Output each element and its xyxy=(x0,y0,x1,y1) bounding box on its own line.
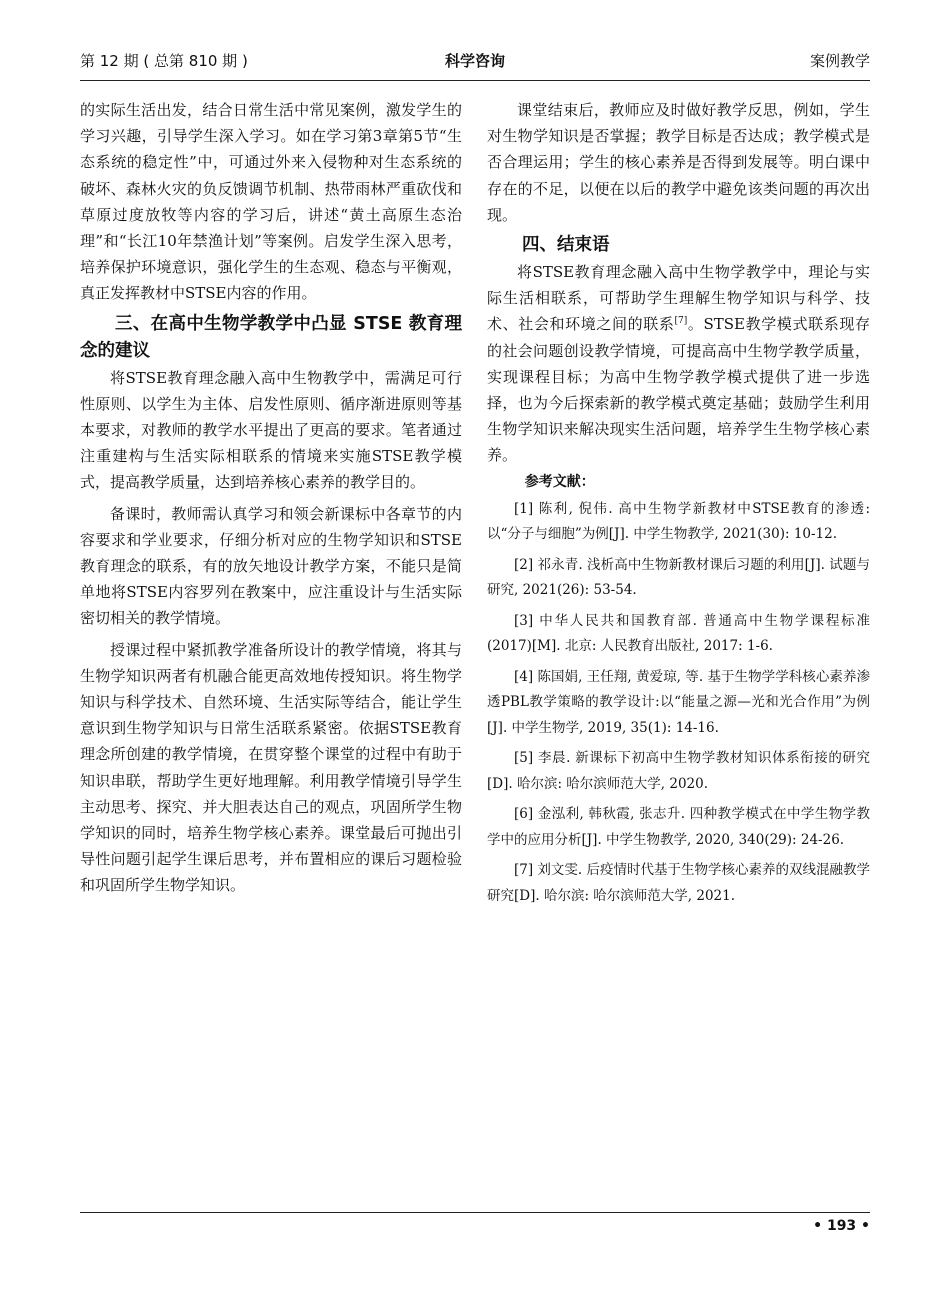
right-column xyxy=(487,97,870,914)
paragraph-text: 。STSE教学模式联系现存的社会问题创设教学情境，可提高高中生物学教学质量，实现课程目标；为高中生物学教学模式提供了进一步选择，也为今后探索新的教学模式奠定基础；鼓励学生利用生物学知识来解决现实生活问题，培养学生生物学核心素养。 xyxy=(487,315,870,465)
paragraph: 的实际生活出发，结合日常生活中常见案例，激发学生的学习兴趣，引导学生深入学习。如在学习第3章第5节“生态系统的稳定性”中，可通过外来入侵物种对生态系统的破坏、森林火灾的负反馈调节机制、热带雨林严重砍伐和草原过度放牧等内容的学习后，讲述“黄土高原生态治理”和“长江10年禁渔计划”等案例。启发学生深入思考，培养保护环境意识，强化学生的生态观、稳态与平衡观，真正发挥教材中STSE内容的作用。 xyxy=(80,101,462,303)
reference-item: [5] 李晨. 新课标下初高中生物学教材知识体系衔接的研究[D]. 哈尔滨: 哈尔滨师范大学, 2020. xyxy=(487,750,870,792)
reference-item: [4] 陈国娟, 王任翔, 黄爱琼, 等. 基于生物学学科核心素养渗透PBL教学策略的教学设计:以“能量之源—光和光合作用”为例[J]. 中学生物学, 2019, 35(1): 14-16. xyxy=(487,668,870,736)
reference-item: [2] 祁永青. 浅析高中生物新教材课后习题的利用[J]. 试题与研究, 2021(26): 53-54. xyxy=(487,556,870,599)
section-heading-4: 四、结束语 xyxy=(522,235,610,256)
references-title: 参考文献： xyxy=(524,473,595,490)
reference-item: [1] 陈利, 倪伟. 高中生物学新教材中STSE教育的渗透:以“分子与细胞”为例[J]. 中学生物教学, 2021(30): 10-12. xyxy=(487,500,870,543)
page-number: • 193 • xyxy=(813,1218,870,1234)
header-rule xyxy=(80,80,870,81)
reference-list xyxy=(487,497,870,910)
paragraph: 授课过程中紧抓教学准备所设计的教学情境，将其与生物学知识两者有机融合能更高效地传授知识。将生物学知识与科学技术、自然环境、生活实际等结合，能让学生意识到生物学知识与日常生活联系紧密。依据STSE教育理念所创建的教学情境，在贯穿整个课堂的过程中有助于知识串联，帮助学生更好地理解。利用教学情境引导学生主动思考、探究、并大胆表达自己的观点，巩固所学生物学知识的同时，培养生物学核心素养。课堂最后可抛出引导性问题引起学生课后思考，并布置相应的课后习题检验和巩固所学生物学知识。 xyxy=(80,640,462,895)
paragraph: 将STSE教育理念融入高中生物教学中，需满足可行性原则、以学生为主体、启发性原则、循序渐进原则等基本要求，对教师的教学水平提出了更高的要求。笔者通过注重建构与生活实际相联系的情境来实施STSE教学模式，提高教学质量，达到培养核心素养的教学目的。 xyxy=(80,368,462,492)
journal-title: 科学咨询 xyxy=(444,52,505,70)
reference-item: [6] 金泓利, 韩秋霞, 张志升. 四种教学模式在中学生物学教学中的应用分析[J]. 中学生物教学, 2020, 340(29): 24-26. xyxy=(487,806,870,848)
footer-rule xyxy=(80,1212,870,1213)
paragraph-text: 将STSE教育理念融入高中生物学教学中，理论与实际生活相联系，可帮助学生理解生物学知识与科学、技术、社会和环境之间的联系 xyxy=(487,263,870,334)
left-column xyxy=(80,97,462,899)
issue-label: 第 12 期 ( 总第 810 期 ) xyxy=(80,52,248,70)
section-heading-3: 三、在高中生物学教学中凸显 STSE 教育理念的建议 xyxy=(80,313,462,361)
reference-item: [3] 中华人民共和国教育部. 普通高中生物学课程标准(2017)[M]. 北京: 人民教育出版社, 2017: 1-6. xyxy=(487,612,870,655)
reference-item: [7] 刘文雯. 后疫情时代基于生物学核心素养的双线混融教学研究[D]. 哈尔滨: 哈尔滨师范大学, 2021. xyxy=(487,862,870,904)
paragraph xyxy=(487,259,870,469)
section-label: 案例教学 xyxy=(809,52,870,70)
paragraph: 课堂结束后，教师应及时做好教学反思，例如，学生对生物学知识是否掌握；教学目标是否达成；教学模式是否合理运用；学生的核心素养是否得到发展等。明白课中存在的不足，以便在以后的教学中避免该类问题的再次出现。 xyxy=(487,101,870,224)
page-header xyxy=(80,50,870,80)
citation-marker[interactable]: [7] xyxy=(674,316,688,327)
paragraph: 备课时，教师需认真学习和领会新课标中各章节的内容要求和学业要求，仔细分析对应的生物学知识和STSE教育理念的联系，有的放矢地设计教学方案，不能只是简单地将STSE内容罗列在教案中，应注重设计与生活实际密切相关的教学情境。 xyxy=(80,504,462,628)
